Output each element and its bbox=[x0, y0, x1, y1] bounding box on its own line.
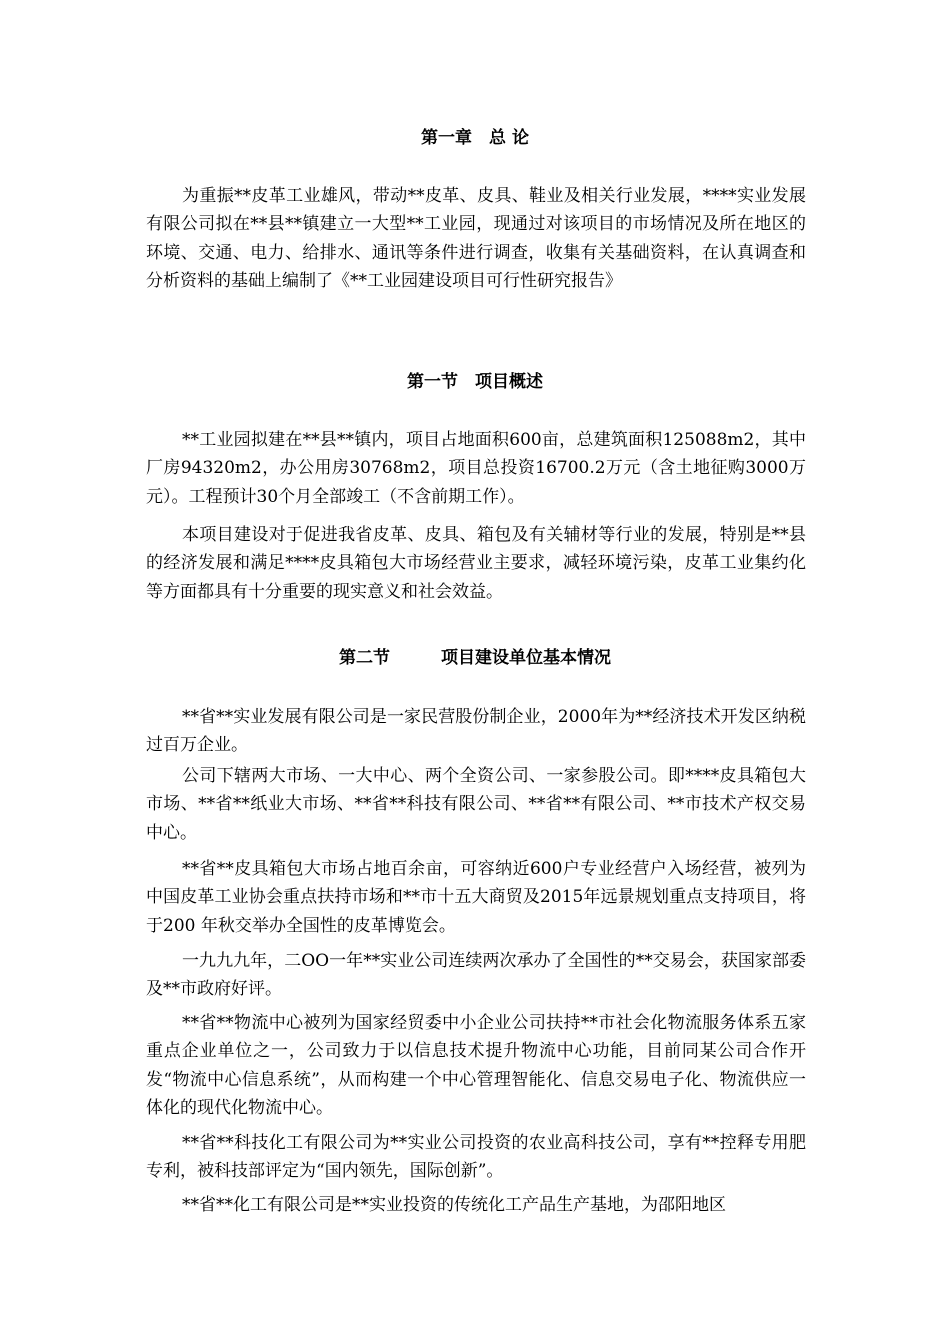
section-2-paragraph: **省**皮具箱包大市场占地百余亩，可容纳近600户专业经营户入场经营，被列为中国皮革工业协会重点扶持市场和**市十五大商贸及2015年远景规划重点支持项目，将于200 年秋交举办全国性的皮革博览会。 bbox=[146, 859, 806, 936]
section-1-paragraph: 本项目建设对于促进我省皮革、皮具、箱包及有关辅材等行业的发展，特别是**县的经济发展和满足****皮具箱包大市场经营业主要求，减轻环境污染，皮革工业集约化等方面都具有十分重要的现实意义和社会效益。 bbox=[146, 525, 806, 602]
section-2-paragraph: **省**物流中心被列为国家经贸委中小企业公司扶持**市社会化物流服务体系五家重点企业单位之一，公司致力于以信息技术提升物流中心功能，目前同某公司合作开发“物流中心信息系统”，从而构建一个中心管理智能化、信息交易电子化、物流供应一体化的现代化物流中心。 bbox=[146, 1013, 806, 1119]
section-1-paragraph: **工业园拟建在**县**镇内，项目占地面积600亩，总建筑面积125088m2，其中厂房94320m2，办公用房30768m2，项目总投资16700.2万元（含土地征购3000万元）。工程预计30个月全部竣工（不含前期工作）。 bbox=[146, 430, 806, 507]
section-2-paragraph: **省**化工有限公司是**实业投资的传统化工产品生产基地，为邵阳地区 bbox=[182, 1195, 726, 1215]
section-2-paragraph: 公司下辖两大市场、一大中心、两个全资公司、一家参股公司。即****皮具箱包大市场、**省**纸业大市场、**省**科技有限公司、**省**有限公司、**市技术产权交易中心。 bbox=[146, 766, 806, 843]
section-1-title: 第一节 项目概述 bbox=[407, 372, 543, 392]
intro-paragraph: 为重振**皮革工业雄风，带动**皮革、皮具、鞋业及相关行业发展，****实业发展有限公司拟在**县**镇建立一大型**工业园，现通过对该项目的市场情况及所在地区的环境、交通、电力、给排水、通讯等条件进行调查，收集有关基础资料，在认真调查和分析资料的基础上编制了《**工业园建设项目可行性研究报告》 bbox=[146, 186, 806, 292]
section-2-paragraph: **省**实业发展有限公司是一家民营股份制企业，2000年为**经济技术开发区纳税过百万企业。 bbox=[146, 707, 806, 756]
section-2-title: 第二节 项目建设单位基本情况 bbox=[339, 648, 611, 668]
chapter-title: 第一章 总 论 bbox=[421, 128, 529, 148]
section-2-paragraph: 一九九九年，二OO一年**实业公司连续两次承办了全国性的**交易会，获国家部委及**市政府好评。 bbox=[146, 951, 806, 1000]
section-2-paragraph: **省**科技化工有限公司为**实业公司投资的农业高科技公司，享有**控释专用肥专利，被科技部评定为“国内领先，国际创新”。 bbox=[146, 1133, 806, 1182]
